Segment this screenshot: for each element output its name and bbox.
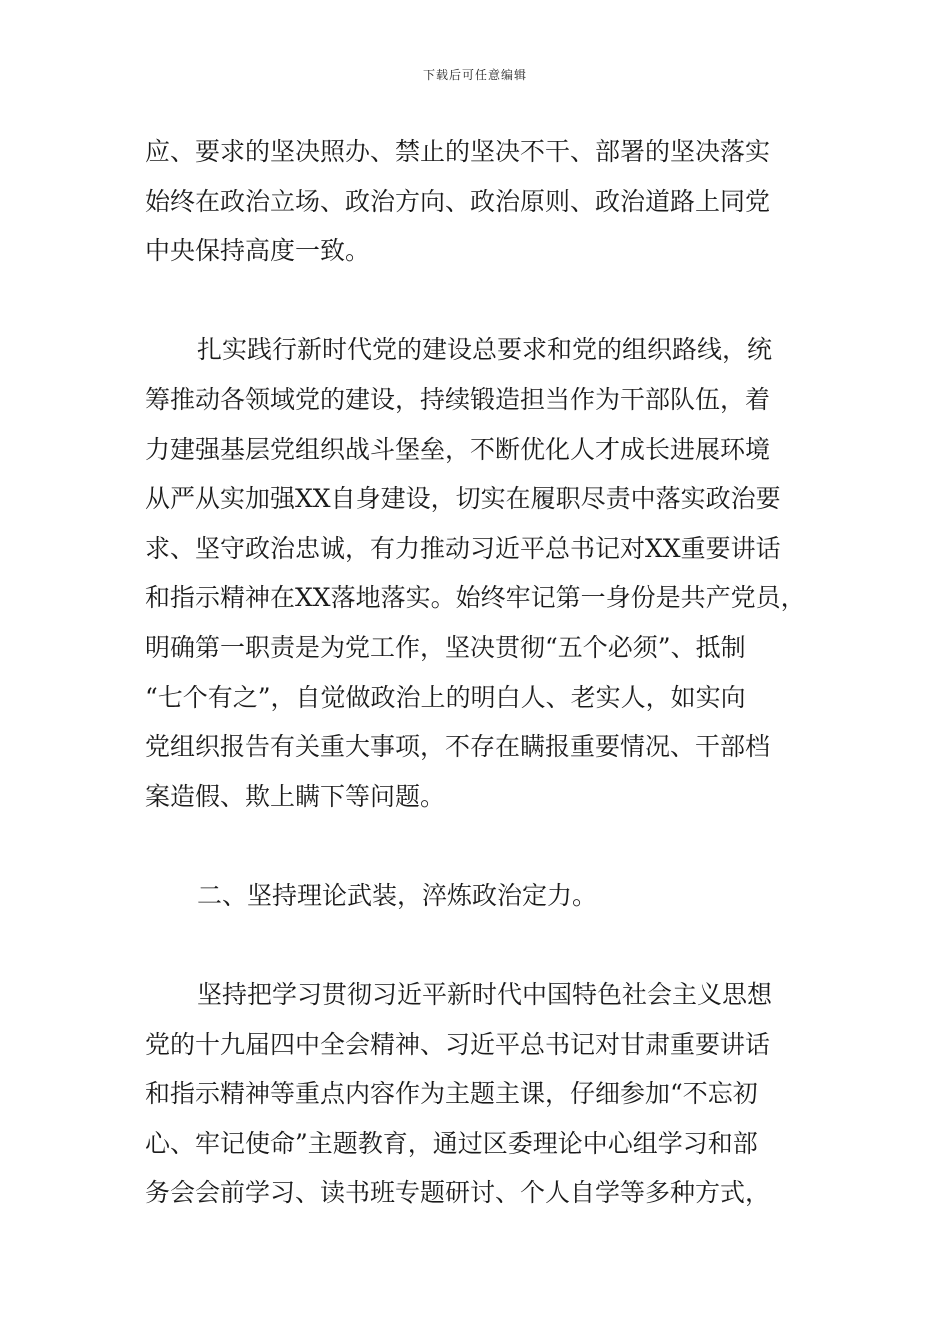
text-line: 中央保持高度一致。 xyxy=(145,236,371,266)
text-line: 和指示精神等重点内容作为主题主课，仔细参加“不忘初 xyxy=(145,1079,758,1109)
paragraph-gap xyxy=(145,276,825,326)
text-line: 党组织报告有关重大事项，不存在瞒报重要情况、干部档 xyxy=(145,732,771,762)
text-line: 心、牢记使命”主题教育，通过区委理论中心组学习和部 xyxy=(145,1128,758,1158)
text-line: 应、要求的坚决照办、禁止的坚决不干、部署的坚决落实 xyxy=(145,137,771,166)
text-line: 扎实践行新时代党的建设总要求和党的组织路线，统 xyxy=(197,335,773,365)
text-line: 和指示精神在XX落地落实。始终牢记第一身份是共产党员， xyxy=(145,583,806,613)
paragraph-1 xyxy=(145,127,825,276)
document-body xyxy=(145,127,825,1218)
text-line: 明确第一职责是为党工作，坚决贯彻“五个必须”、抵制 xyxy=(145,632,746,662)
text-line: 求、坚守政治忠诚，有力推动习近平总书记对XX重要讲话 xyxy=(145,533,781,563)
section-heading-text: 二、坚持理论武装，淬炼政治定力。 xyxy=(197,880,598,910)
paragraph-gap xyxy=(145,821,825,871)
text-line: “七个有之”，自觉做政治上的明白人、老实人，如实向 xyxy=(145,682,746,712)
text-line: 从严从实加强XX自身建设，切实在履职尽责中落实政治要 xyxy=(145,484,781,514)
section-heading xyxy=(145,871,825,921)
text-line: 坚持把学习贯彻习近平新时代中国特色社会主义思想 xyxy=(197,980,773,1010)
paragraph-2 xyxy=(145,325,825,821)
text-line: 案造假、欺上瞒下等问题。 xyxy=(145,781,446,811)
text-line: 始终在政治立场、政治方向、政治原则、政治道路上同党 xyxy=(145,186,771,216)
paragraph-3 xyxy=(145,970,825,1218)
text-line: 党的十九届四中全会精神、习近平总书记对甘肃重要讲话 xyxy=(145,1029,771,1059)
text-line: 力建强基层党组织战斗堡垒，不断优化人才成长进展环境 xyxy=(145,434,771,464)
text-line: 筹推动各领域党的建设，持续锻造担当作为干部队伍，着 xyxy=(145,384,771,414)
paragraph-gap xyxy=(145,921,825,971)
text-line: 务会会前学习、读书班专题研讨、个人自学等多种方式， xyxy=(145,1178,771,1208)
page-header-note: 下载后可任意编辑 xyxy=(422,68,527,82)
